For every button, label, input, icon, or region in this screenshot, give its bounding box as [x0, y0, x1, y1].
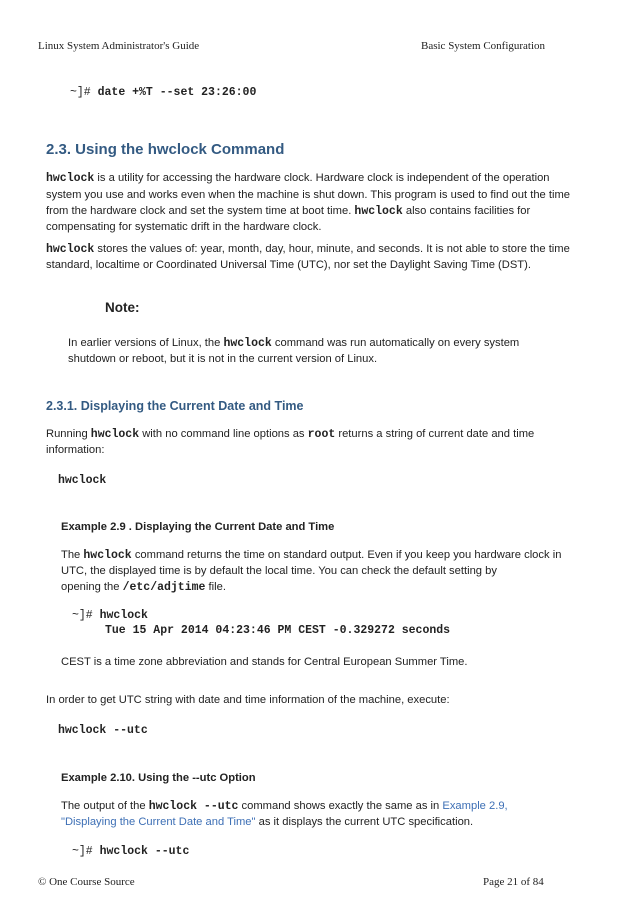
running-footer-left: © One Course Source [38, 876, 135, 888]
code-block [72, 845, 189, 858]
inline-command: hwclock [90, 428, 140, 441]
paragraph-line [46, 426, 534, 443]
paragraph-line [46, 203, 530, 220]
example-text: The output of the [61, 800, 146, 812]
example-line: CEST is a time zone abbreviation and stands for Central European Summer Time. [61, 656, 468, 668]
shell-prompt: ~]# [72, 609, 93, 622]
code-output [105, 624, 450, 637]
paragraph-line [46, 241, 570, 258]
paragraph-text: from the hardware clock and set the system time at boot time. [46, 205, 352, 217]
code-block [70, 86, 256, 99]
note-text: command was run automatically on every system [274, 337, 520, 349]
inline-command: /etc/adjtime [122, 581, 206, 594]
paragraph-line: In order to get UTC string with date and time information of the machine, execute: [46, 694, 450, 706]
paragraph-text: Running [46, 428, 88, 440]
example-link[interactable]: Example 2.9, [442, 800, 508, 812]
paragraph-line: information: [46, 444, 105, 456]
example-text: The [61, 549, 81, 561]
paragraph-text: with no command line options as [142, 428, 305, 440]
code-command: hwclock --utc [58, 724, 148, 737]
code-command: hwclock [99, 609, 148, 622]
section-heading: 2.3. Using the hwclock Command [46, 141, 285, 158]
example-line [61, 579, 226, 596]
subsection-heading: 2.3.1. Displaying the Current Date and Time [46, 399, 304, 413]
shell-prompt: ~]# [70, 86, 91, 99]
example-text: file. [208, 581, 226, 593]
example-title: Example 2.9 . Displaying the Current Date and Time [61, 521, 335, 533]
code-command: hwclock --utc [99, 845, 190, 858]
example-line [61, 798, 508, 815]
example-line [61, 547, 561, 564]
page-number: Page 21 of 84 [483, 876, 544, 888]
inline-command: hwclock [83, 549, 132, 562]
paragraph-text: returns a string of current date and time [338, 428, 535, 440]
shell-prompt: ~]# [72, 845, 93, 858]
paragraph-text: stores the values of: year, month, day, hour, minute, and seconds. It is not able to store the time [97, 243, 570, 255]
inline-command: hwclock [46, 243, 95, 256]
paragraph-line: compensating for systematic drift in the hardware clock. [46, 221, 322, 233]
inline-command: hwclock --utc [148, 800, 239, 813]
note-title: Note: [105, 300, 140, 315]
example-text: command returns the time on standard output. Even if you keep you hardware clock in [134, 549, 562, 561]
example-line: UTC, the displayed time is by default the local time. You can check the default setting by [61, 565, 497, 577]
code-block [58, 474, 106, 487]
paragraph-line [46, 170, 550, 187]
example-text: opening the [61, 581, 120, 593]
paragraph-text: is a utility for accessing the hardware clock. Hardware clock is independent of the operation [97, 172, 550, 184]
note-text: In earlier versions of Linux, the [68, 337, 221, 349]
example-text: command shows exactly the same as in [241, 800, 440, 812]
example-text: as it displays the current UTC specification. [258, 816, 474, 828]
inline-command: hwclock [46, 172, 95, 185]
running-header-right: Basic System Configuration [421, 40, 546, 52]
inline-command: root [307, 428, 336, 441]
running-header-left: Linux System Administrator's Guide [38, 40, 200, 52]
paragraph-line: standard, localtime or Coordinated Universal Time (UTC), nor set the Daylight Saving Time (DST). [46, 259, 531, 271]
code-command: date +%T --set 23:26:00 [97, 86, 257, 99]
inline-command: hwclock [223, 337, 272, 350]
example-line [61, 814, 473, 831]
code-block [58, 724, 148, 737]
paragraph-line: system you use and works even when the machine is shut down. This program is used to find out the time [46, 189, 571, 201]
note-line: shutdown or reboot, but it is not in the current version of Linux. [68, 353, 378, 365]
paragraph-text: also contains facilities for [405, 205, 531, 217]
note-line [68, 335, 519, 352]
code-output-text: Tue 15 Apr 2014 04:23:46 PM CEST -0.329272 seconds [105, 624, 451, 637]
example-link[interactable]: "Displaying the Current Date and Time" [61, 816, 256, 828]
code-block [72, 609, 148, 622]
code-command: hwclock [58, 474, 107, 487]
inline-command: hwclock [354, 205, 403, 218]
example-title: Example 2.10. Using the --utc Option [61, 772, 256, 784]
